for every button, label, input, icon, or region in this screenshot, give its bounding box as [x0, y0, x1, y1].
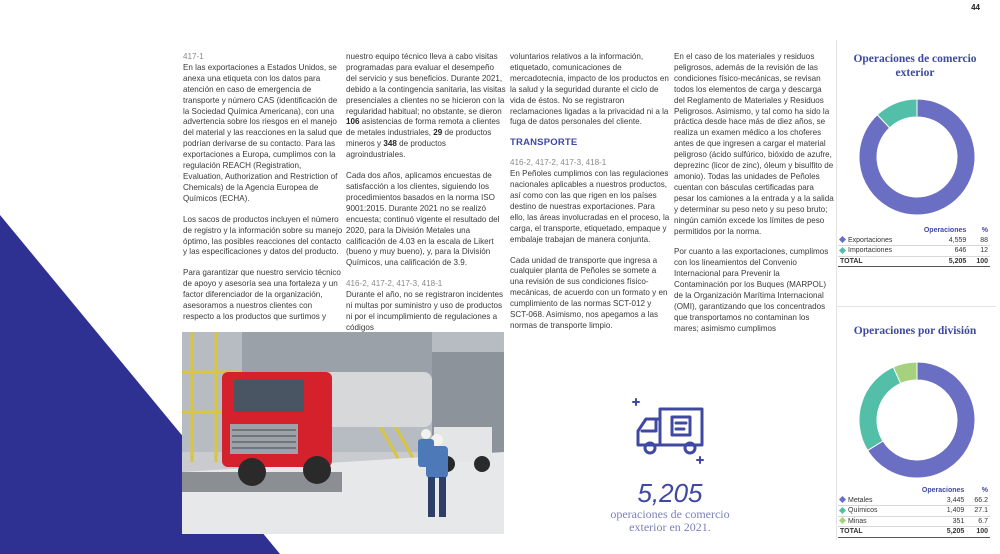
gri-reference: 417-1	[183, 52, 204, 61]
section-heading: TRANSPORTE	[510, 137, 578, 149]
gri-reference: 416-2, 417-2, 417-3, 418-1	[346, 279, 443, 289]
data-table-division	[838, 486, 990, 538]
paragraph: En el caso de los materiales y residuos peligrosos, además de la revisión de las condiciones físico-mecánicas, se revisan todos los elementos de carga y descarga del Reglamento de Materiales y Residuos Peligrosos. Asimismo, y tal como ha sido la práctica desde hace más de diez años, se realiza un examen médico a los choferes antes de que ingresen a cargar el material peligroso (ácido sulfúrico, bióxido de azufre, deprezinc (licor de zinc), óleum y bisulfito de amonio). Todas las unidades de Peñoles cuentan con básculas certificadas para pesar los camiones a la entrada y a la salida y determinar su peso neto y su peso bruto; ningún camión excede los límites de peso permitidos por la norma.	[674, 52, 834, 236]
paragraph: Cada unidad de transporte que ingresa a cualquier planta de Peñoles se somete a una revisión de sus condiciones físico-mecánicas, de acuerdo con un formato y en cumplimiento de las normas SCT-012 y SCT-068. Asimismo, nos apegamos a las normas de transporte limpio.	[510, 255, 668, 330]
data-table-comercio	[838, 226, 990, 267]
paragraph: En las exportaciones a Estados Unidos, se anexa una etiqueta con los datos para atención en caso de emergencia de transporte y número CAS (identificación de la Sociedad Química Americana), con una advertencia sobre los riesgos en el manejo del material y las reacciones en la salud que podrían derivarse de su contacto. Para las exportaciones a Europa, cumplimos con la regulación REACH (Registration, Evaluation, Authorization and Restriction of Chemicals) de la Agencia Europea de Químicos (ECHA).	[183, 62, 343, 203]
percent-value: 88	[968, 236, 990, 246]
paragraph: Durante el año, no se registraron incidentes ni multas por suministro y uso de productos ni por el incumplimiento de regulaciones a códigos	[346, 290, 504, 332]
sidebar-divider	[836, 40, 837, 540]
percent-value: 12	[968, 246, 990, 257]
operaciones-value: 4,559	[904, 236, 968, 246]
legend-swatch-icon	[839, 507, 846, 514]
legend-swatch-icon	[839, 236, 846, 243]
total-value: 5,205	[904, 256, 968, 267]
paragraph: voluntarios relativos a la información, etiquetado, comunicaciones de mercadotecnia, impacto de los productos en la salud y la seguridad durante el ciclo de vida de éstos. No se registraron reclamaciones ligadas a la privacidad ni a la fuga de datos personales del cliente.	[510, 52, 669, 127]
chart-title-division: Operaciones por división	[853, 325, 977, 337]
pie-slice-químicos	[859, 367, 901, 450]
text-column-1	[183, 52, 343, 333]
truck-photo	[182, 332, 504, 534]
delivery-truck-icon	[632, 393, 708, 469]
paragraph: Los sacos de productos incluyen el número de registro y la información sobre su manejo óptimo, las posibles reacciones del contacto y las especificaciones y datos del producto.	[183, 214, 343, 257]
total-percent: 100	[966, 527, 990, 538]
donut-chart-comercio	[852, 92, 982, 222]
operaciones-value: 3,445	[904, 496, 966, 506]
operaciones-value: 351	[904, 516, 966, 527]
paragraph: nuestro equipo técnico lleva a cabo visitas programadas para evaluar el desempeño del servicio y sus beneficios. Durante 2021, debido a la contingencia sanitaria, las visitas presenciales a clientes no se hicieron con la regularidad habitual; no obstante, se dieron 106 asistencias de forma remota a clientes de metales industriales, 29 de productos mineros y 348 de productos agroindustriales.	[346, 52, 506, 160]
table-row	[838, 496, 990, 506]
chart-title-comercio: Operaciones de comercio exterior	[853, 53, 977, 79]
table-row	[838, 236, 990, 246]
text-column-3	[510, 52, 670, 342]
table-header-row	[838, 486, 990, 496]
column-header: %	[981, 487, 988, 495]
total-label: TOTAL	[838, 256, 904, 267]
percent-value: 27.1	[966, 506, 990, 517]
highlight-caption: operaciones de comercio exterior en 2021.	[610, 507, 730, 534]
page-number: 44	[971, 3, 980, 12]
legend-label: Importaciones	[848, 247, 892, 255]
paragraph: Para garantizar que nuestro servicio técnico de apoyo y asesoría sea una fortaleza y un factor diferenciador de la organización, asesoramos a nuestros clientes con respecto a los productos que surtimos y	[183, 268, 341, 321]
text-column-4	[674, 52, 834, 345]
paragraph: Por cuanto a las exportaciones, cumplimos con los lineamientos del Convenio Internacional para Prevenir la Contaminación por los Buques (MARPOL) de la Organización Marítima Internacional (OMI), garantizando que los concentrados que transportamos no contaminan los mares; asimismo cumplimos	[674, 247, 829, 333]
legend-label: Metales	[848, 496, 873, 504]
percent-value: 6.7	[966, 516, 990, 527]
sidebar-section-divider	[836, 306, 996, 307]
operaciones-value: 1,409	[904, 506, 966, 517]
column-header: %	[981, 227, 988, 235]
operaciones-value: 646	[904, 246, 968, 257]
legend-swatch-icon	[839, 496, 846, 503]
legend-label: Químicos	[848, 507, 878, 515]
table-total-row	[838, 256, 990, 267]
percent-value: 66.2	[966, 496, 990, 506]
donut-chart-division	[852, 355, 982, 485]
gri-reference: 416-2, 417-2, 417-3, 418-1	[510, 158, 607, 168]
table-header-row	[838, 226, 990, 236]
total-percent: 100	[968, 256, 990, 267]
table-row	[838, 516, 990, 527]
paragraph: En Peñoles cumplimos con las regulaciones nacionales aplicables a nuestros productos, así como con las que rigen en los países destino de nuestras exportaciones. Para ello, las áreas involucradas en el proceso, la carga, el transporte, etiquetado, empaque y embalaje trabajan de manera conjunta.	[510, 169, 670, 244]
paragraph: Cada dos años, aplicamos encuestas de satisfacción a los clientes, siguiendo los procedimientos basados en la norma ISO 9001:2015. Durante 2021 no se realizó encuesta; continuó vigente el resultado del 2020, para la División Metales una calificación de 4.03 en la escala de Likert (bueno y muy bueno), y, para la División Químicos, una calificación de 3.9.	[346, 171, 500, 268]
legend-label: Minas	[848, 517, 867, 525]
legend-label: Exportaciones	[848, 236, 893, 244]
table-row	[838, 246, 990, 257]
legend-swatch-icon	[839, 517, 846, 524]
column-header: Operaciones	[923, 227, 967, 235]
legend-swatch-icon	[839, 247, 846, 254]
total-label: TOTAL	[838, 527, 904, 538]
highlight-number: 5,205	[637, 478, 703, 508]
table-total-row	[838, 527, 990, 538]
column-header: Operaciones	[921, 487, 965, 495]
table-row	[838, 506, 990, 517]
text-column-2	[346, 52, 506, 344]
total-value: 5,205	[904, 527, 966, 538]
